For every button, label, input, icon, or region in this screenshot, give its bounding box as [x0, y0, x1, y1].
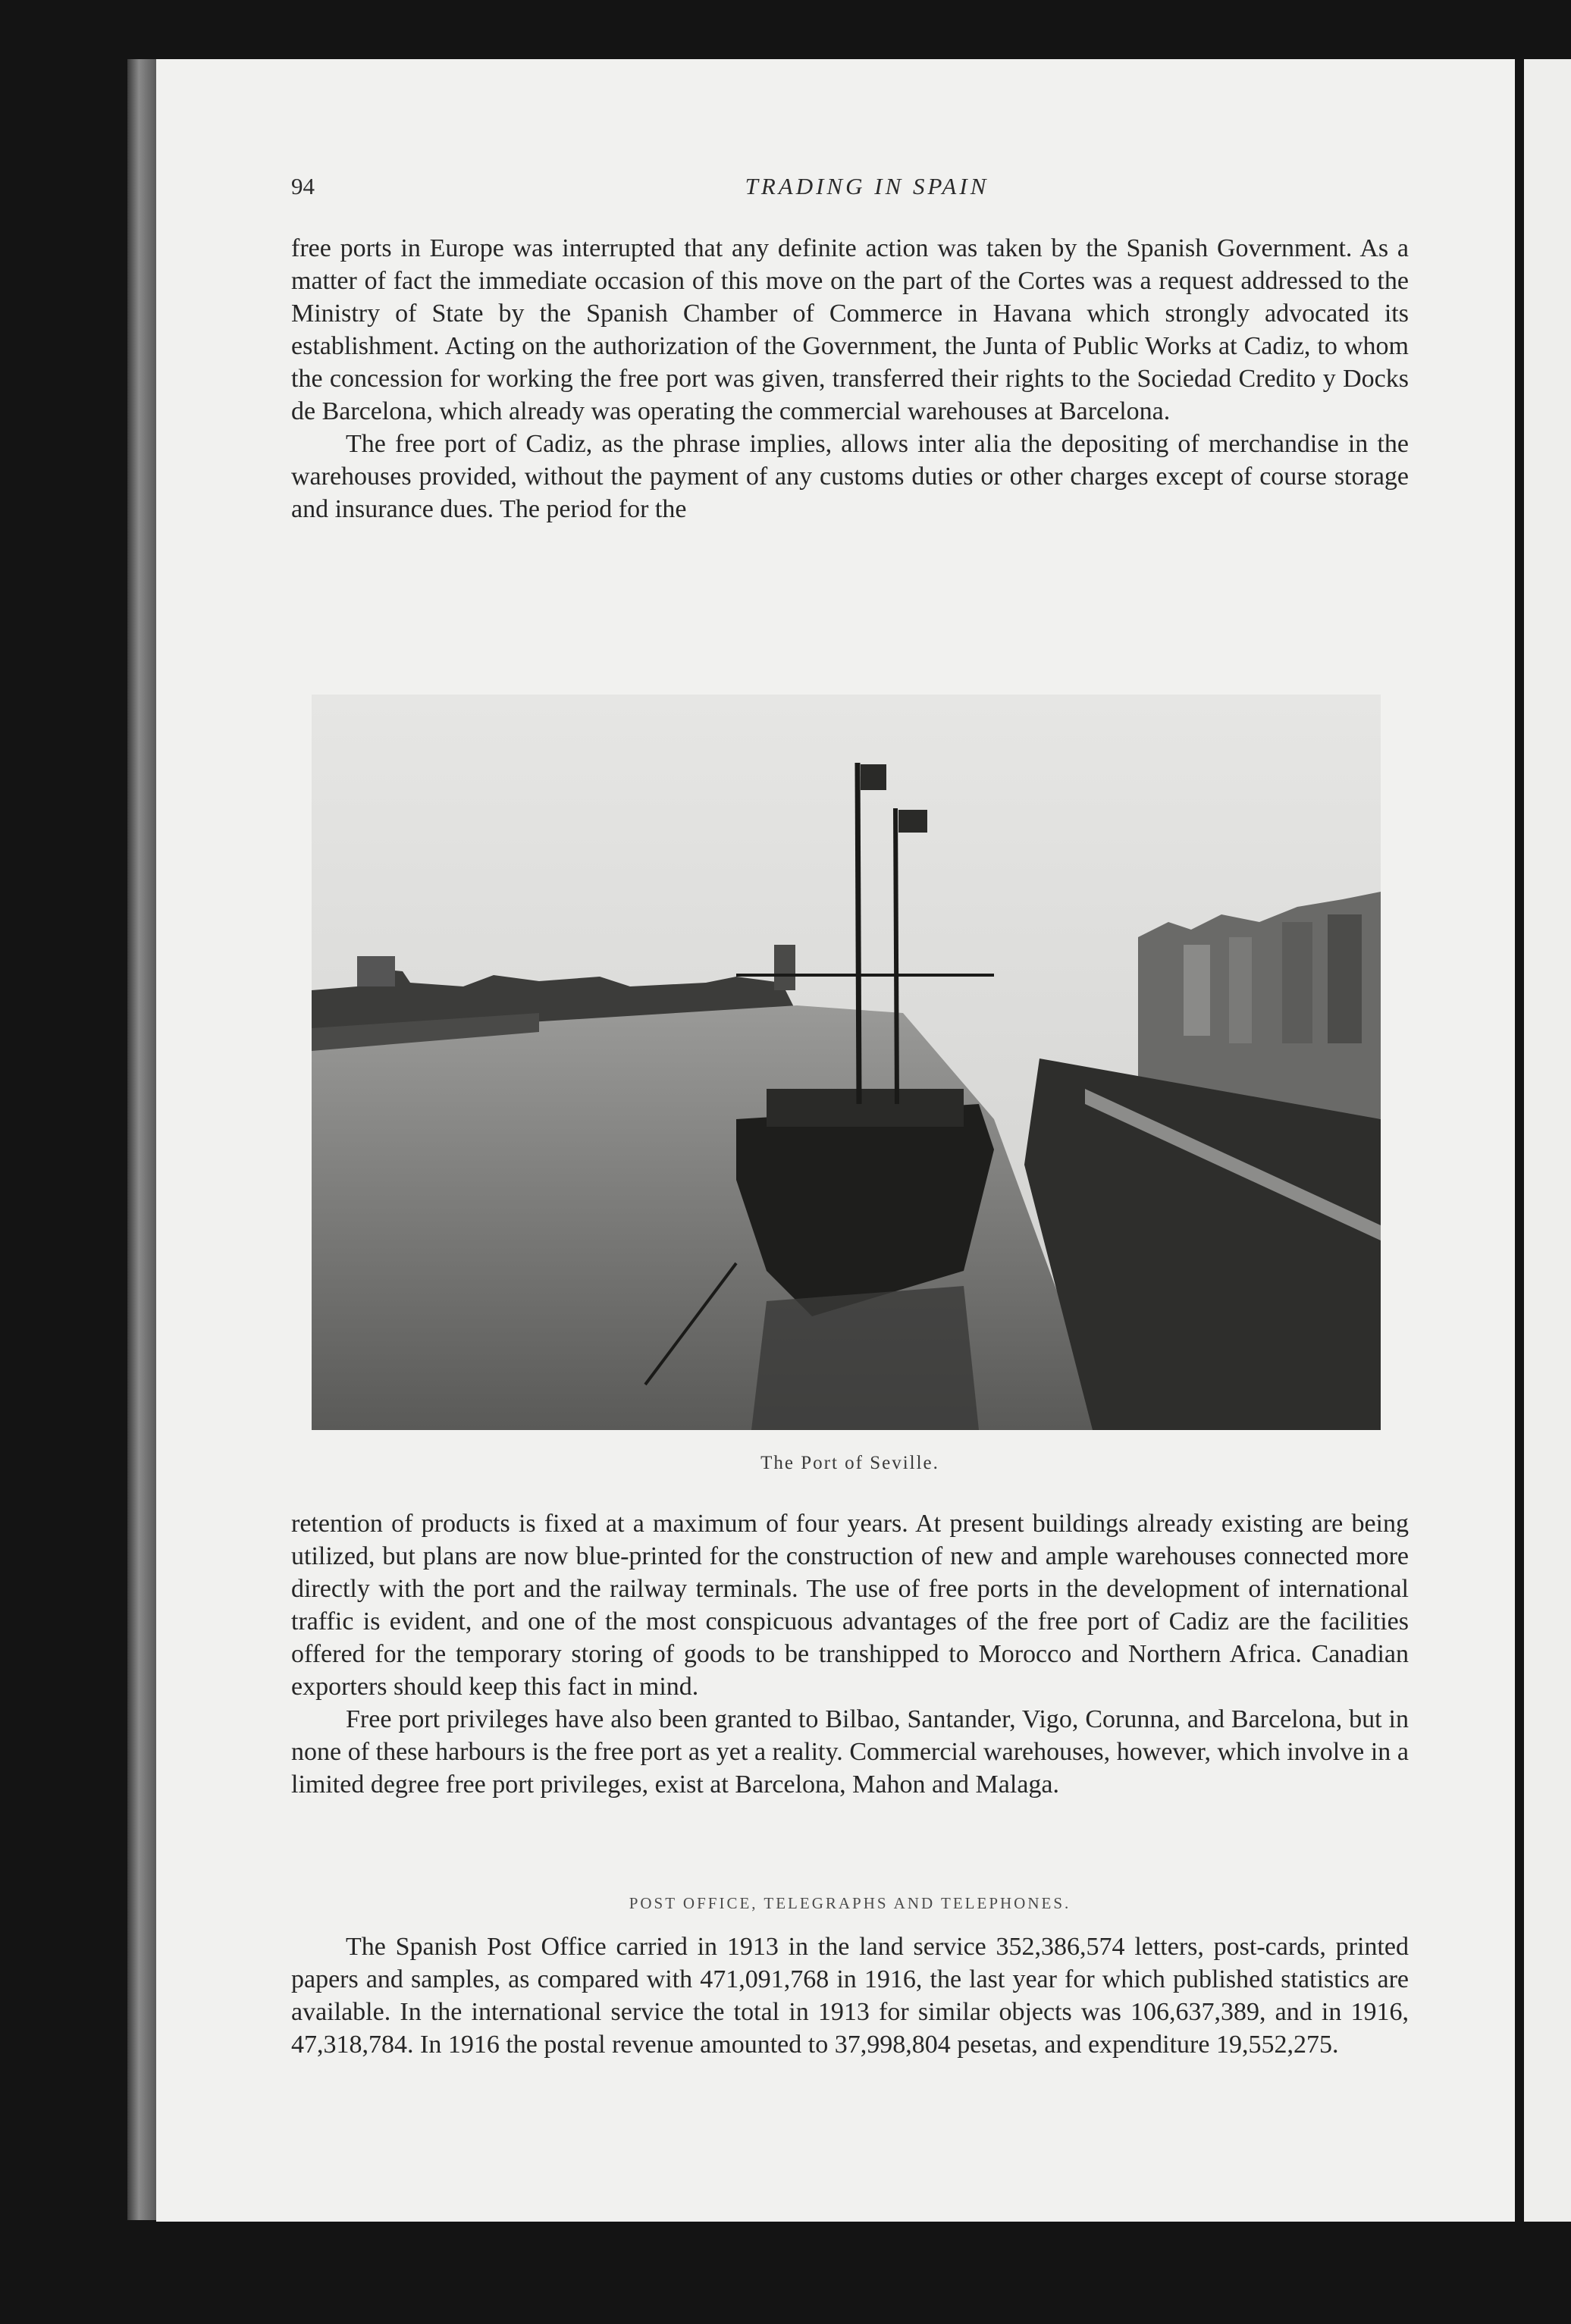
- page-number: 94: [291, 173, 315, 199]
- section-heading: POST OFFICE, TELEGRAPHS AND TELEPHONES.: [629, 1894, 1071, 1912]
- paragraph: The Spanish Post Office carried in 1913 in the land service 352,386,574 letters, post-cards, printed papers and samples, as compared with 471,091,768 in 1916, the last year for which published statistics are available. In the international service the total in 1913 for similar objects was 106,637,389, and in 1916, 47,318,784. In 1916 the postal revenue amounted to 37,998,804 pesetas, and expenditure 19,552,275.: [291, 1933, 1409, 2059]
- page-header: [291, 173, 1443, 218]
- text-block-middle: [291, 1507, 1409, 1801]
- port-photograph: [312, 695, 1381, 1430]
- book-page: [156, 59, 1515, 2222]
- paragraph: The free port of Cadiz, as the phrase implies, allows inter alia the depositing of merchandise in the warehouses provided, without the payment of any customs duties or other charges except of course storage and insurance dues. The period for the: [291, 430, 1409, 523]
- text-block-top: [291, 232, 1409, 525]
- paragraph: Free port privileges have also been granted to Bilbao, Santander, Vigo, Corunna, and Barcelona, but in none of these harbours is the free port as yet a reality. Commercial warehouses, however, which involve in a limited degree free port privileges, exist at Barcelona, Mahon and Malaga.: [291, 1705, 1409, 1799]
- paragraph: retention of products is fixed at a maximum of four years. At present buildings already existing are being utilized, but plans are now blue-printed for the construction of new and ample warehouses connected more directly with the port and the railway terminals. The use of free ports in the development of international traffic is evident, and one of the most conspicuous advantages of the free port of Cadiz are the facilities offered for the temporary storing of goods to be transhipped to Morocco and Northern Africa. Canadian exporters should keep this fact in mind.: [291, 1510, 1409, 1701]
- facing-page-edge: [1524, 59, 1571, 2222]
- book-spine-edge: [127, 59, 156, 2220]
- text-block-bottom: [291, 1930, 1409, 2061]
- paragraph: free ports in Europe was interrupted that any definite action was taken by the Spanish Government. As a matter of fact the immediate occasion of this move on the part of the Cortes was a request addressed to the Ministry of State by the Spanish Chamber of Commerce in Havana which strongly advocated its establishment. Acting on the authorization of the Government, the Junta of Public Works at Cadiz, to whom the concession for working the free port was given, transferred their rights to the Sociedad Credito y Docks de Barcelona, which already was operating the commercial warehouses at Barcelona.: [291, 234, 1409, 425]
- photo-caption: The Port of Seville.: [760, 1453, 939, 1473]
- running-head: TRADING IN SPAIN: [745, 173, 989, 199]
